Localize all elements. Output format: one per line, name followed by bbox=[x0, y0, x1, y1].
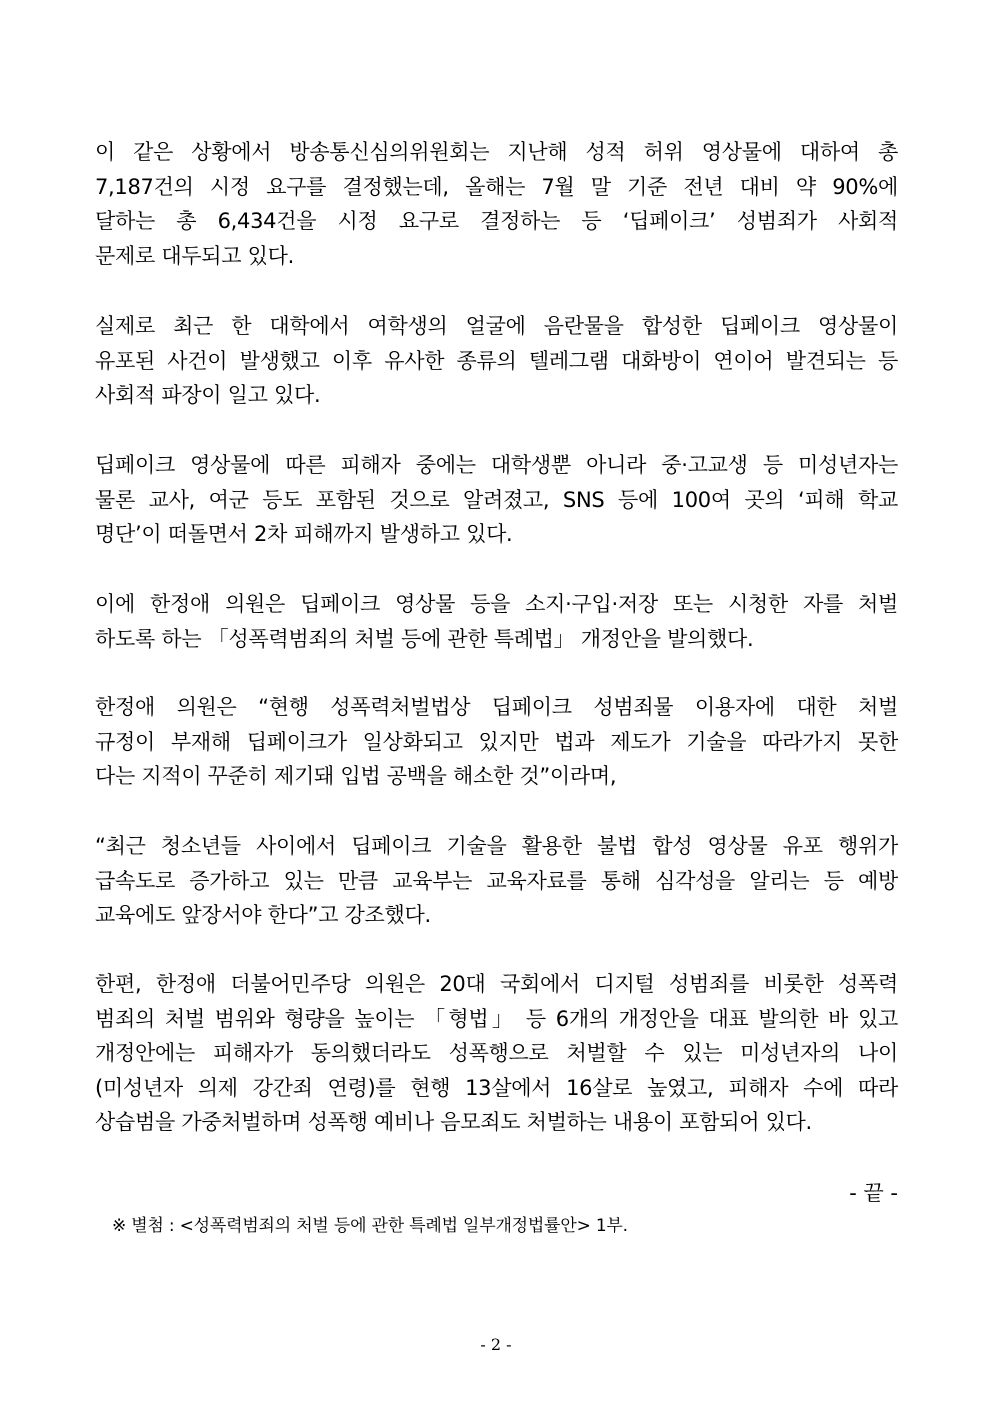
paragraph-line: 달하는 총 6,434건을 시정 요구로 결정하는 등 ‘딥페이크’ 성범죄가 사회적 bbox=[95, 209, 898, 233]
paragraph-line: (미성년자 의제 강간죄 연령)를 현행 13살에서 16살로 높였고, 피해자 수에 따라 bbox=[95, 1075, 898, 1100]
paragraph-line: 한정애 의원은 “현행 성폭력처벌법상 딥페이크 성범죄물 이용자에 대한 처벌 bbox=[95, 695, 898, 719]
paragraph-line: 개정안에는 피해자가 동의했더라도 성폭행으로 처벌할 수 있는 미성년자의 나이 bbox=[95, 1041, 898, 1065]
paragraph-line: 딥페이크 영상물에 따른 피해자 중에는 대학생뿐 아니라 중·고교생 등 미성년자는 bbox=[95, 453, 898, 477]
paragraph-university-incident bbox=[95, 309, 898, 413]
paragraph-education-quote bbox=[95, 829, 898, 933]
paragraph-line: 명단’이 떠돌면서 2차 피해까지 발생하고 있다. bbox=[95, 522, 513, 546]
paragraph-line: 이에 한정애 의원은 딥페이크 영상물 등을 소지·구입·저장 또는 시청한 자를 처벌 bbox=[95, 592, 898, 616]
paragraph-line: 다는 지적이 꾸준히 제기돼 입법 공백을 해소한 것”이라며, bbox=[95, 764, 617, 788]
paragraph-line: 하도록 하는 「성폭력범죄의 처벌 등에 관한 특례법」 개정안을 발의했다. bbox=[95, 626, 754, 651]
paragraph-line: 유포된 사건이 발생했고 이후 유사한 종류의 텔레그램 대화방이 연이어 발견되는 등 bbox=[95, 348, 898, 373]
paragraph-line: 범죄의 처벌 범위와 형량을 높이는 「형법」 등 6개의 개정안을 대표 발의한 바 있고 bbox=[95, 1006, 898, 1031]
paragraph-line: 규정이 부재해 딥페이크가 일상화되고 있지만 법과 제도가 기술을 따라가지 못한 bbox=[95, 729, 898, 754]
paragraph-line: 물론 교사, 여군 등도 포함된 것으로 알려졌고, SNS 등에 100여 곳의 ‘피해 학교 bbox=[95, 487, 898, 512]
paragraph-victims bbox=[95, 448, 898, 552]
paragraph-prior-bills bbox=[95, 967, 898, 1140]
paragraph-line: 급속도로 증가하고 있는 만큼 교육부는 교육자료를 통해 심각성을 알리는 등 예방 bbox=[95, 868, 898, 893]
paragraph-line: 문제로 대두되고 있다. bbox=[95, 243, 294, 268]
paragraph-lawmaker-quote bbox=[95, 690, 898, 794]
paragraph-line: 교육에도 앞장서야 한다”고 강조했다. bbox=[95, 903, 431, 927]
end-mark: - 끝 - bbox=[849, 1181, 898, 1205]
paragraph-line: 이 같은 상황에서 방송통신심의위원회는 지난해 성적 허위 영상물에 대하여 총 bbox=[95, 140, 898, 164]
paragraph-line: 한편, 한정애 더불어민주당 의원은 20대 국회에서 디지털 성범죄를 비롯한 성폭력 bbox=[95, 972, 898, 996]
paragraph-line: 상습범을 가중처벌하며 성폭행 예비나 음모죄도 처벌하는 내용이 포함되어 있다. bbox=[95, 1110, 812, 1134]
paragraph-line: “최근 청소년들 사이에서 딥페이크 기술을 활용한 불법 합성 영상물 유포 행위가 bbox=[95, 834, 898, 858]
paragraph-broadcast-commission bbox=[95, 135, 898, 273]
paragraph-line: 실제로 최근 한 대학에서 여학생의 얼굴에 음란물을 합성한 딥페이크 영상물이 bbox=[95, 314, 898, 338]
page-number: - 2 - bbox=[480, 1335, 512, 1354]
paragraph-line: 사회적 파장이 일고 있다. bbox=[95, 383, 321, 407]
paragraph-line: 7,187건의 시정 요구를 결정했는데, 올해는 7월 말 기준 전년 대비 약 90%에 bbox=[95, 174, 898, 199]
paragraph-bill-proposal bbox=[95, 587, 898, 656]
attachment-note: ※ 별첨 : <성폭력범죄의 처벌 등에 관한 특례법 일부개정법률안> 1부. bbox=[112, 1216, 628, 1236]
